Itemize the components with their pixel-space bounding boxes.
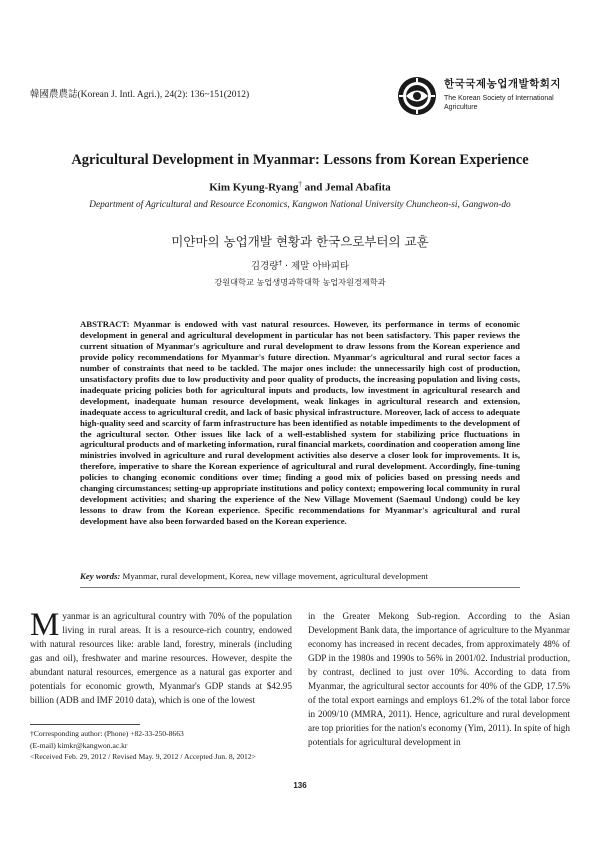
korean-title: 미얀마의 농업개발 현황과 한국으로부터의 교훈 (171, 234, 429, 249)
footnote-phone: †Corresponding author: (Phone) +82-33-250-8663 (30, 729, 184, 738)
keywords-text: Myanmar, rural development, Korea, new village movement, agricultural development (120, 571, 429, 581)
author-primary: Kim Kyung-Ryang (209, 181, 299, 194)
footnote-dates: <Received Feb. 29, 2012 / Revised May. 9, 2012 / Accepted Jun. 8, 2012> (30, 752, 256, 761)
author-secondary: and Jemal Abafita (301, 181, 391, 194)
footnote-divider (30, 724, 140, 725)
paper-affiliation: Department of Agricultural and Resource Economics, Kangwon National University Chuncheon-si, Gangwon-do (89, 200, 511, 210)
society-name (444, 76, 561, 112)
journal-citation: 韓國農農誌(Korean J. Intl. Agri.), 24(2): 136~151(2012) (30, 90, 250, 100)
footnote-email: (E-mail) kimkr@kangwon.ac.kr (30, 740, 128, 750)
korean-corresponding-marker: † (278, 258, 282, 267)
paper-title: Agricultural Development in Myanmar: Lessons from Korean Experience (71, 152, 529, 168)
body-text-right: in the Greater Mekong Sub-region. According to the Asian Development Bank data, the importance of agriculture to the Myanmar economy has increased in recent decades, from approximately 48% of GDP in the 1980s and 1990s to 56% in 2001/02. Industrial production, by contrast, declined to just over 10%. According to data from Myanmar, the agricultural sector accounts for 40% of the GDP, 17.5% of the total export earnings and employs 61.2% of the total labor force in 2009/10 (MMRA, 2011). Hence, agriculture and rural development are top priorities for the nation's economy (Yim, 2011). In spite of high potentials for agricultural development in (308, 611, 570, 747)
body-column-left (30, 607, 292, 708)
keywords-label: Key words: (80, 571, 121, 581)
korean-authors (0, 258, 600, 272)
society-name-korean: 한국국제농업개발학회지 (444, 78, 562, 90)
society-emblem-icon (397, 76, 437, 116)
body-text-left: yanmar is an agricultural country with 70% of the population living in rural areas. It is a resource-rich country, endowed with natural resources like: arable land, forestry, minerals (including gas and oil), freshwater and marine resources. However, despite the abundant natural resources, emergence as a natural gas exporter and potentials for economic growth, Myanmar's GDP stands at $42.95 billion (ADB and IMF 2010 data), which is one of the lowest (30, 611, 292, 705)
body-column-right (308, 610, 570, 750)
page-number: 136 (293, 781, 307, 790)
society-name-english: The Korean Society of International Agriculture (444, 95, 554, 111)
section-divider (80, 587, 520, 588)
keywords (80, 571, 540, 581)
drop-cap: M (30, 607, 60, 643)
abstract: ABSTRACT: Myanmar is endowed with vast natural resources. However, its performance in terms of economic development in general and agricultural development in particular has not been satisfactory. This paper reviews the current situation of Myanmar's agriculture and rural development to draw lessons from the Korean experience and provide policy recommendations for Myanmar's future direction. Myanmar's agricultural and rural sector faces a number of constraints that need to be tackled. The major ones include: the unnecessarily high cost of production, unsatisfactory profits due to low productivity and poor quality of products, the increasing population and living costs, inadequate pricing policies both for agricultural inputs and products, low investment in agricultural research and development, inadequate human resource development, weak linkages in agricultural research and extension, inadequate access to agricultural credit, and lack of basic physical infrastructure. Moreover, lack of access to adequate high-quality seed and scarcity of farm infrastructure has been identified as notable impediments to the development of the agricultural sector. Other issues like lack of a well-established system for stabilizing price fluctuations in agricultural products and of marketing information, rural financial markets, coordination and cooperation among line ministries involved in agriculture and rural development activities also deserve a closer look for improvements. It is, therefore, imperative to share the Korean experience of agricultural and rural development. Accordingly, fine-tuning policies to changing economic conditions over time; finding a good mix of policies based on pressing needs and changing circumstances; setting-up appropriate institutions and policy context; empowering local community in rural development activities; and sharing the experience of the New Village Movement (Saemaul Undong) could be key lessons to draw from the Korean experience. Specific recommendations for Myanmar's agricultural and rural development have also been forwarded based on the Korean experience. (80, 319, 520, 527)
corresponding-marker: † (298, 180, 302, 188)
footnote (30, 728, 300, 763)
korean-affiliation: 강원대학교 농업생명과학대학 농업자원경제학과 (214, 277, 386, 287)
korean-author-secondary: · 제말 아바피타 (281, 261, 350, 272)
korean-author-primary: 김경량 (250, 261, 279, 272)
paper-authors (0, 180, 600, 194)
